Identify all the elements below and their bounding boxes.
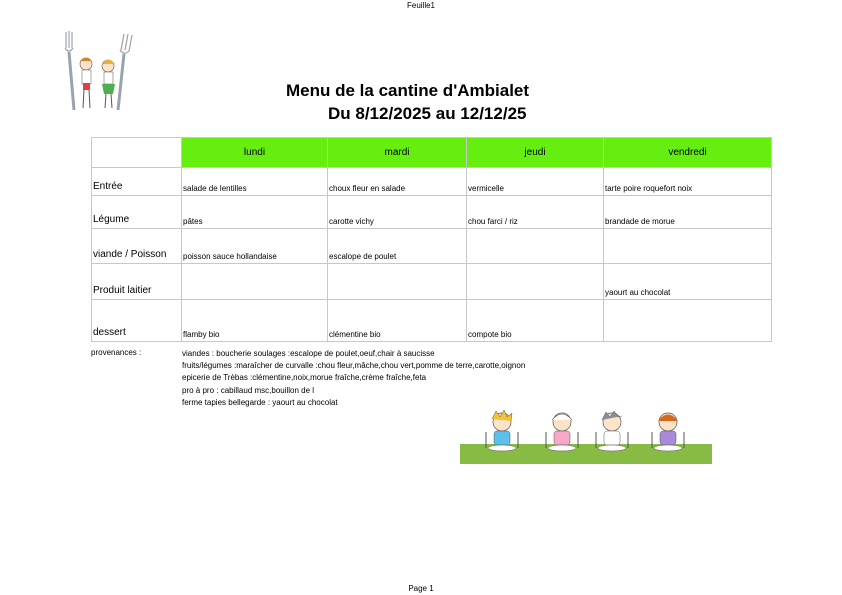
- menu-cell: pâtes: [182, 196, 328, 229]
- row-label: Entrée: [92, 168, 182, 196]
- day-header: jeudi: [467, 138, 604, 168]
- menu-cell: [328, 264, 467, 300]
- provenances-label: provenances :: [91, 348, 142, 357]
- menu-cell: brandade de morue: [604, 196, 772, 229]
- menu-cell: carotte vichy: [328, 196, 467, 229]
- menu-cell: escalope de poulet: [328, 229, 467, 264]
- provenance-line: viandes : boucherie soulages :escalope de poulet,oeuf,chair à saucisse: [182, 349, 435, 358]
- day-header: mardi: [328, 138, 467, 168]
- menu-cell: salade de lentilles: [182, 168, 328, 196]
- menu-cell: yaourt au chocolat: [604, 264, 772, 300]
- provenance-line: fruits/légumes :maraîcher de curvalle :chou fleur,mâche,chou vert,pomme de terre,carotte,oignon: [182, 361, 526, 371]
- menu-cell: [604, 229, 772, 264]
- menu-row: [92, 300, 772, 342]
- row-label: dessert: [92, 300, 182, 342]
- page-title: Menu de la cantine d'Ambialet: [286, 81, 530, 100]
- corner-cell: [92, 138, 182, 168]
- menu-table: [91, 137, 772, 342]
- menu-cell: poisson sauce hollandaise: [182, 229, 328, 264]
- menu-cell: vermicelle: [467, 168, 604, 196]
- day-header: lundi: [182, 138, 328, 168]
- menu-row: [92, 168, 772, 196]
- menu-header-row: [92, 138, 772, 168]
- menu-cell: compote bio: [467, 300, 604, 342]
- menu-cell: [467, 264, 604, 300]
- menu-cell: choux fleur en salade: [328, 168, 467, 196]
- row-label: Produit laitier: [92, 264, 182, 300]
- menu-cell: chou farci / riz: [467, 196, 604, 229]
- sheet-name: Feuille1: [406, 1, 435, 10]
- menu-cell: tarte poire roquefort noix: [604, 168, 772, 196]
- provenances-list: [182, 348, 525, 409]
- menu-cell: clémentine bio: [328, 300, 467, 342]
- menu-cell: [604, 300, 772, 342]
- provenance-line: ferme tapies bellegarde : yaourt au chocolat: [182, 397, 338, 407]
- row-label: viande / Poisson: [92, 229, 182, 264]
- menu-row: [92, 229, 772, 264]
- children-at-table-icon: [460, 408, 712, 464]
- chef-children-cutlery-icon: [58, 28, 140, 114]
- menu-cell: [182, 264, 328, 300]
- day-header: vendredi: [604, 138, 772, 168]
- row-label: Légume: [92, 196, 182, 229]
- provenance-line: pro à pro : cabillaud msc,bouillon de l: [182, 385, 315, 395]
- menu-cell: [467, 229, 604, 264]
- menu-cell: flamby bio: [182, 300, 328, 342]
- provenance-line: epicerie de Trèbas :clémentine,noix,morue fraîche,crème fraîche,feta: [182, 373, 427, 383]
- page-number: Page 1: [408, 584, 434, 593]
- menu-row: [92, 264, 772, 300]
- page-subtitle: Du 8/12/2025 au 12/12/25: [328, 104, 527, 123]
- menu-row: [92, 196, 772, 229]
